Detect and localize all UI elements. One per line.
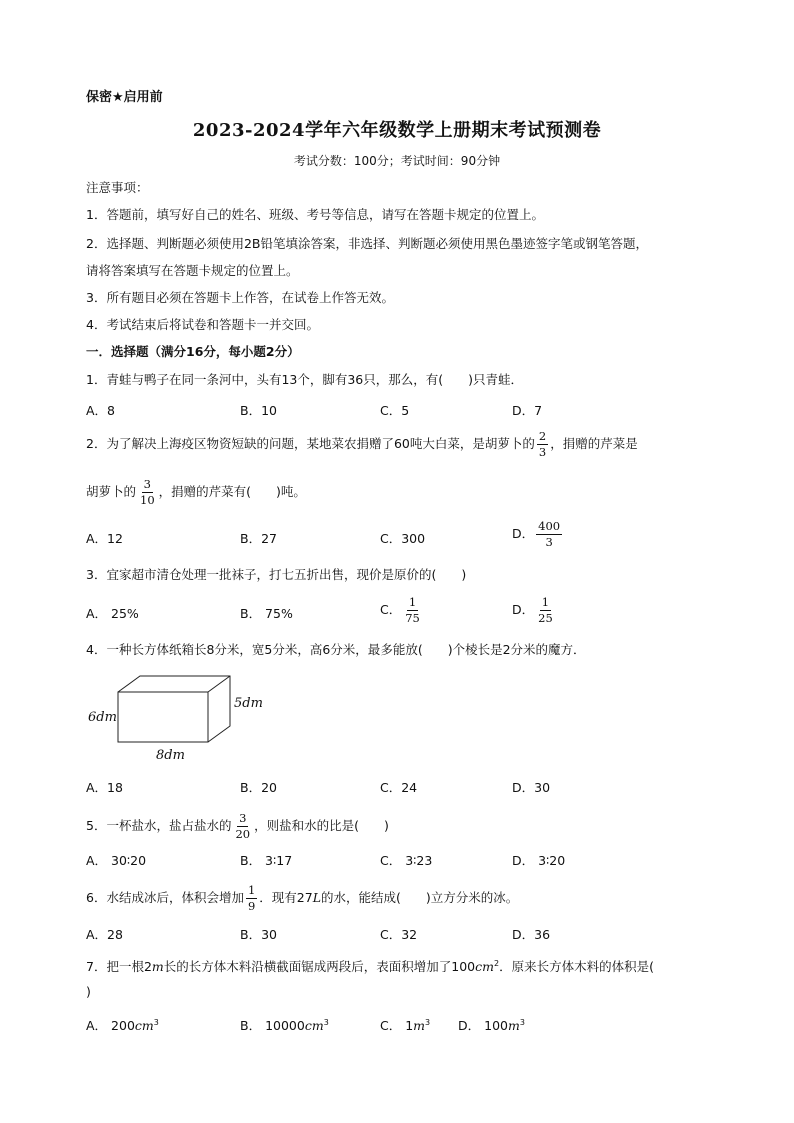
fraction: $\frac{3}{10}$: [140, 477, 155, 507]
secret-label: 保密★启用前: [86, 90, 163, 105]
option-a: A．28: [86, 927, 123, 942]
option-d: D． $100m^3$: [458, 1017, 525, 1033]
option-a: A．8: [86, 403, 116, 418]
option-b: B．27: [240, 531, 277, 546]
notice-item: 1．答题前，填写好自己的姓名、班级、考号等信息，请写在答题卡规定的位置上。: [86, 207, 544, 222]
cuboid-front-face: [118, 692, 208, 742]
option-d: D．36: [512, 927, 551, 942]
length-label: 8dm: [156, 748, 185, 763]
width-label: 5dm: [234, 696, 263, 711]
option-d: D．7: [512, 403, 543, 418]
question-7: 7．把一根2m长的长方体木料沿横截面锯成两段后，表面积增加了$100cm^2$．原来长方体木料的体积是(: [86, 959, 654, 975]
question-2: 2．为了解决上海疫区物资短缺的问题，某地菜农捐赠了60吨大白菜，是胡萝卜的 $\frac{2}{3}$ ，捐赠的芹菜是: [86, 429, 638, 459]
cuboid-edges: [118, 676, 230, 742]
question-1: 1．青蛙与鸭子在同一条河中，头有13个，脚有36只，那么，有( )只青蛙．: [86, 372, 524, 387]
notice-item: 2．选择题、判断题必须使用2B铅笔填涂答案，非选择、判断题必须使用黑色墨迹签字笔或钢笔答题，: [86, 236, 648, 251]
option-a: A． 30∶20: [86, 853, 147, 868]
option-c: C．24: [380, 780, 418, 795]
notice-item: 4．考试结束后将试卷和答题卡一并交回。: [86, 317, 319, 332]
option-c: C．32: [380, 927, 418, 942]
option-d: D． 3∶20: [512, 853, 566, 868]
option-c: C． $1m^3$: [380, 1017, 431, 1033]
option-d: D．30: [512, 780, 551, 795]
question-7-continued: ): [86, 984, 91, 999]
option-b: B． $10000cm^3$: [240, 1017, 329, 1033]
option-c: C．5: [380, 403, 410, 418]
fraction: $\frac{1}{9}$: [247, 883, 256, 913]
option-c: C．300: [380, 531, 426, 546]
fraction: $\frac{3}{20}$: [235, 811, 251, 841]
exam-info: 考试分数：100分；考试时间：90分钟: [293, 154, 501, 168]
option-d: D． $\frac{400}{3}$: [512, 519, 561, 549]
cuboid-edge: [208, 676, 230, 692]
option-b: B．10: [240, 403, 277, 418]
option-b: B．20: [240, 780, 277, 795]
question-2-continued: 胡萝卜的 $\frac{3}{10}$ ，捐赠的芹菜有( )吨。: [86, 477, 306, 507]
option-a: A．18: [86, 780, 123, 795]
fraction: $\frac{400}{3}$: [538, 519, 561, 549]
option-b: B． 3∶17: [240, 853, 293, 868]
notice-heading: 注意事项：: [86, 180, 149, 195]
notice-item: 3．所有题目必须在答题卡上作答，在试卷上作答无效。: [86, 290, 394, 305]
fraction: $\frac{1}{75}$: [405, 595, 420, 625]
option-a: A． $200cm^3$: [86, 1017, 159, 1033]
cuboid-figure: [86, 670, 276, 770]
option-c: C． $\frac{1}{75}$: [380, 595, 420, 625]
page-title: 2023-2024学年六年级数学上册期末考试预测卷: [192, 120, 602, 141]
section-heading: 一．选择题（满分16分，每小题2分）: [86, 344, 300, 359]
option-a: A．12: [86, 531, 123, 546]
fraction: $\frac{1}{25}$: [538, 595, 553, 625]
question-3: 3．宜家超市清仓处理一批袜子，打七五折出售，现价是原价的( ): [86, 567, 467, 582]
notice-item: 请将答案填写在答题卡规定的位置上。: [86, 263, 299, 278]
option-d: D． $\frac{1}{25}$: [512, 595, 553, 625]
fraction: $\frac{2}{3}$: [538, 429, 547, 459]
height-label: 6dm: [88, 710, 117, 725]
option-c: C． 3∶23: [380, 853, 433, 868]
option-b: B． 75%: [240, 606, 293, 621]
question-4: 4．一种长方体纸箱长8分米，宽5分米，高6分米，最多能放( )个棱长是2分米的魔方．: [86, 642, 586, 657]
option-a: A． 25%: [86, 606, 139, 621]
question-5: 5．一杯盐水，盐占盐水的 $\frac{3}{20}$ ，则盐和水的比是( ): [86, 811, 389, 841]
question-6: 6．水结成冰后，体积会增加 $\frac{1}{9}$ ．现有27L的水，能结成( )立方分米的冰。: [86, 883, 519, 913]
option-b: B．30: [240, 927, 277, 942]
